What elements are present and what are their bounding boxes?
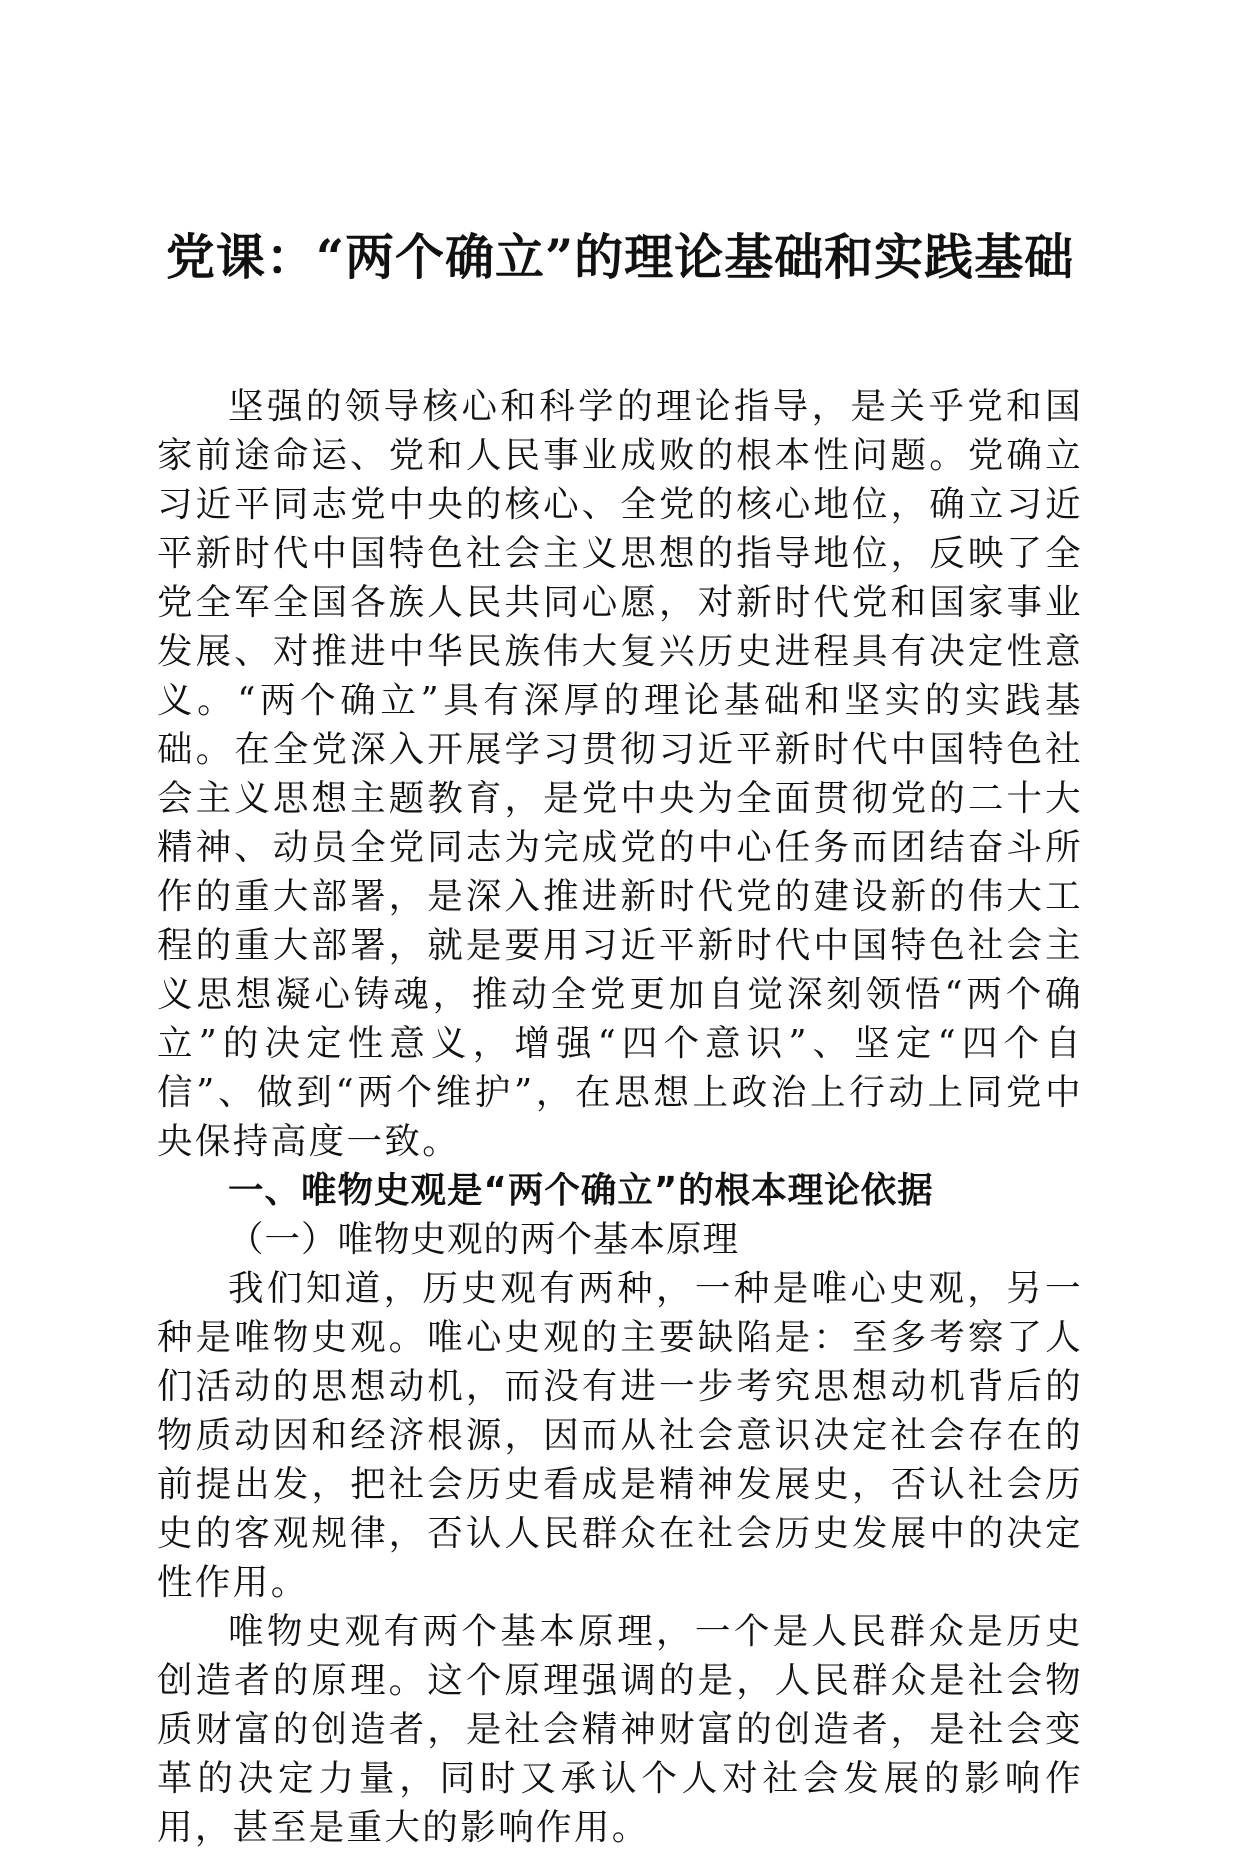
body-paragraph: 唯物史观有两个基本原理，一个是人民群众是历史创造者的原理。这个原理强调的是，人民群众是社会物质财富的创造者，是社会精神财富的创造者，是社会变革的决定力量，同时又承认个人对社会发展的影响作用，甚至是重大的影响作用。 <box>157 1611 1083 1848</box>
document-title: 党课：“两个确立”的理论基础和实践基础 <box>165 228 1075 286</box>
intro-paragraph: 坚强的领导核心和科学的理论指导，是关乎党和国家前途命运、党和人民事业成败的根本性问题。党确立习近平同志党中央的核心、全党的核心地位，确立习近平新时代中国特色社会主义思想的指导地位，反映了全党全军全国各族人民共同心愿，对新时代党和国家事业发展、对推进中华民族伟大复兴历史进程具有决定性意义。“两个确立”具有深厚的理论基础和坚实的实践基础。在全党深入开展学习贯彻习近平新时代中国特色社会主义思想主题教育，是党中央为全面贯彻党的二十大精神、动员全党同志为完成党的中心任务而团结奋斗所作的重大部署，是深入推进新时代党的建设新的伟大工程的重大部署，就是要用习近平新时代中国特色社会主义思想凝心铸魂，推动全党更加自觉深刻领悟“两个确立”的决定性意义，增强“四个意识”、坚定“四个自信”、做到“两个维护”，在思想上政治上行动上同党中央保持高度一致。 <box>157 386 1083 1162</box>
subsection-heading: （一）唯物史观的两个基本原理 <box>228 1219 740 1260</box>
document-body <box>157 382 1083 1852</box>
body-paragraph: 我们知道，历史观有两种，一种是唯心史观，另一种是唯物史观。唯心史观的主要缺陷是：至多考察了人们活动的思想动机，而没有进一步考究思想动机背后的物质动因和经济根源，因而从社会意识决定社会存在的前提出发，把社会历史看成是精神发展史，否认社会历史的客观规律，否认人民群众在社会历史发展中的决定性作用。 <box>157 1268 1083 1603</box>
section-heading: 一、唯物史观是“两个确立”的根本理论依据 <box>228 1170 934 1211</box>
